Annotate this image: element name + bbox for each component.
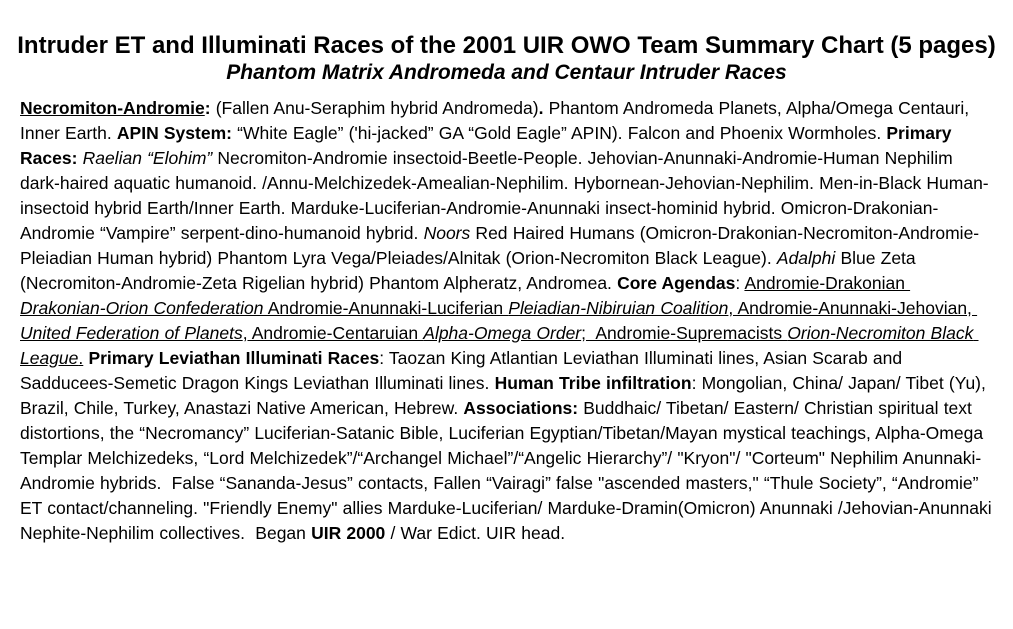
text-segment: Primary Races: <box>20 123 957 168</box>
text-segment: Red Haired Humans (Omicron-Drakonian-Necromiton-Andromie-Pleiadian Human hybrid) Phantom Lyra Vega/Pleiades/Alnitak (Orion-Necromiton Black League). <box>20 223 980 268</box>
text-segment: Raelian “Elohim” <box>82 148 213 168</box>
text-segment: Human Tribe infiltration <box>494 373 692 393</box>
text-segment: ; Andromie-Supremacists <box>581 323 788 343</box>
text-segment: Blue Zeta (Necromiton-Andromie-Zeta Rigelian hybrid) Phantom Alpheratz, Andromea. <box>20 248 921 293</box>
text-segment: : Taozan King Atlantian Leviathan Illuminati lines, Asian Scarab and Sadducees-Semetic Dragon Kings Leviathan Illuminati lines. <box>20 348 908 393</box>
body-paragraph <box>20 96 997 546</box>
text-segment: Alpha-Omega Order <box>423 323 582 343</box>
text-segment: Necromiton-Andromie insectoid-Beetle-People. Jehovian-Anunnaki-Andromie-Human Nephilim dark-haired aquatic humanoid. /Annu-Melchizedek-Amealian-Nephilim. Hybornean-Jehovian-Nephilim. Men-in-Black Human-insectoid hybrid Earth/Inner Earth. Marduke-Luciferian-Andromie-Anunnaki insect-hominid hybrid. Omicron-Drakonian-Andromie “Vampire” serpent-dino-humanoid hybrid. <box>20 148 989 243</box>
text-segment: APIN System: <box>116 123 232 143</box>
text-segment: , Andromie-Centaruian <box>242 323 424 343</box>
text-segment: Adalphi <box>776 248 836 268</box>
text-segment: Phantom Andromeda Planets, Alpha/Omega Centauri, Inner Earth. <box>20 98 975 143</box>
text-segment: Pleiadian-Nibiruian Coalition <box>508 298 729 318</box>
page-subtitle: Phantom Matrix Andromeda and Centaur Intruder Races <box>226 61 787 84</box>
text-segment: Drakonian-Orion Confederation <box>20 298 264 318</box>
text-segment: : Mongolian, China/ Japan/ Tibet (Yu), Brazil, Chile, Turkey, Anastazi Native American, Hebrew. <box>20 373 992 418</box>
text-segment: / War Edict. UIR head. <box>385 523 566 543</box>
text-segment: Necromiton-Andromie <box>20 98 205 118</box>
text-segment: Core Agendas <box>617 273 736 293</box>
page-title: Intruder ET and Illuminati Races of the 2001 UIR OWO Team Summary Chart (5 pages) <box>17 32 996 59</box>
text-segment: : <box>735 273 745 293</box>
text-segment: Andromie-Anunnaki-Luciferian <box>263 298 509 318</box>
text-segment: . <box>78 348 84 368</box>
text-segment: : <box>204 98 211 118</box>
text-segment: Buddhaic/ Tibetan/ Eastern/ Christian spiritual text distortions, the “Necromancy” Luciferian-Satanic Bible, Luciferian Egyptian/Tibetan/Mayan mystical teachings, Alpha-Omega Templar Melchizedeks, “Lord Melchizedek”/“Archangel Michael”/“Angelic Hierarchy”/ "Kryon"/ "Corteum" Nephilim Anunnaki-Andromie hybrids. False “Sananda-Jesus” contacts, Fallen “Vairagi” false "ascended masters," “Thule Society”, “Andromie” ET contact/channeling. "Friendly Enemy" allies Marduke-Luciferian/ Marduke-Dramin(Omicron) Anunnaki /Jehovian-Anunnaki Nephite-Nephilim collectives. Began <box>20 398 997 543</box>
text-segment: (Fallen Anu-Seraphim hybrid Andromeda) <box>210 98 539 118</box>
text-segment: . <box>538 98 544 118</box>
text-segment: Orion-Necromiton Black League <box>20 323 979 368</box>
text-segment: Associations: <box>463 398 579 418</box>
text-segment: “White Eagle” ('hi-jacked” GA “Gold Eagle” APIN). Falcon and Phoenix Wormholes. <box>231 123 887 143</box>
text-segment: Noors <box>423 223 471 243</box>
text-segment: Andromie-Drakonian <box>744 273 911 293</box>
text-segment: , Andromie-Anunnaki-Jehovian, <box>728 298 978 318</box>
text-segment: UIR 2000 <box>311 523 386 543</box>
text-segment: Primary Leviathan Illuminati Races <box>88 348 380 368</box>
text-segment: United Federation of Planets <box>20 323 243 343</box>
